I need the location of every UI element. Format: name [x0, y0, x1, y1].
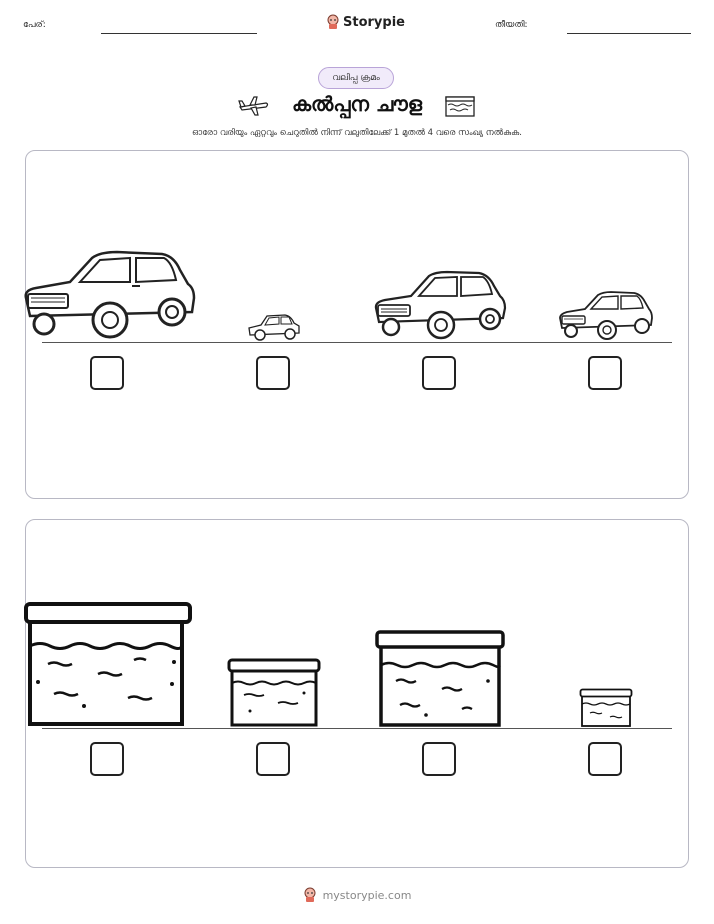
category-pill: വലിപ്പ ക്രമം	[318, 67, 394, 89]
worksheet-title: കൽപ്പന ചൗള	[291, 92, 423, 116]
car-large	[22, 250, 196, 342]
answer-box-cars-1[interactable]	[90, 356, 124, 390]
water-tank-icon	[445, 95, 475, 117]
tank-large	[24, 602, 192, 726]
storypie-footer-logo-icon	[303, 887, 317, 903]
car-small	[558, 291, 654, 342]
tank-small	[228, 659, 320, 727]
date-line[interactable]	[567, 33, 691, 34]
name-label: പേര്:	[23, 20, 46, 30]
brand-logo	[326, 14, 405, 30]
name-line[interactable]	[101, 33, 257, 34]
answer-box-cars-2[interactable]	[256, 356, 290, 390]
date-label: തീയതി:	[495, 20, 528, 30]
brand-name: Storypie	[343, 14, 405, 30]
answer-box-cars-3[interactable]	[422, 356, 456, 390]
car-tiny	[247, 312, 301, 342]
car-medium	[373, 270, 507, 342]
answer-box-tanks-3[interactable]	[422, 742, 456, 776]
tank-tiny	[580, 689, 632, 727]
footer-url[interactable]: mystorypie.com	[322, 888, 412, 902]
answer-box-tanks-1[interactable]	[90, 742, 124, 776]
tank-medium	[376, 631, 504, 727]
storypie-logo-icon	[326, 14, 340, 30]
tanks-baseline	[42, 728, 672, 729]
answer-box-tanks-2[interactable]	[256, 742, 290, 776]
footer	[0, 887, 714, 903]
answer-box-tanks-4[interactable]	[588, 742, 622, 776]
instruction-text: ഓരോ വരിയും ഏറ്റവും ചെറുതിൽ നിന്ന് വലുതിലേക്ക് 1 മുതൽ 4 വരെ സംഖ്യ നൽകുക.	[192, 128, 522, 138]
cars-baseline	[42, 342, 672, 343]
answer-box-cars-4[interactable]	[588, 356, 622, 390]
